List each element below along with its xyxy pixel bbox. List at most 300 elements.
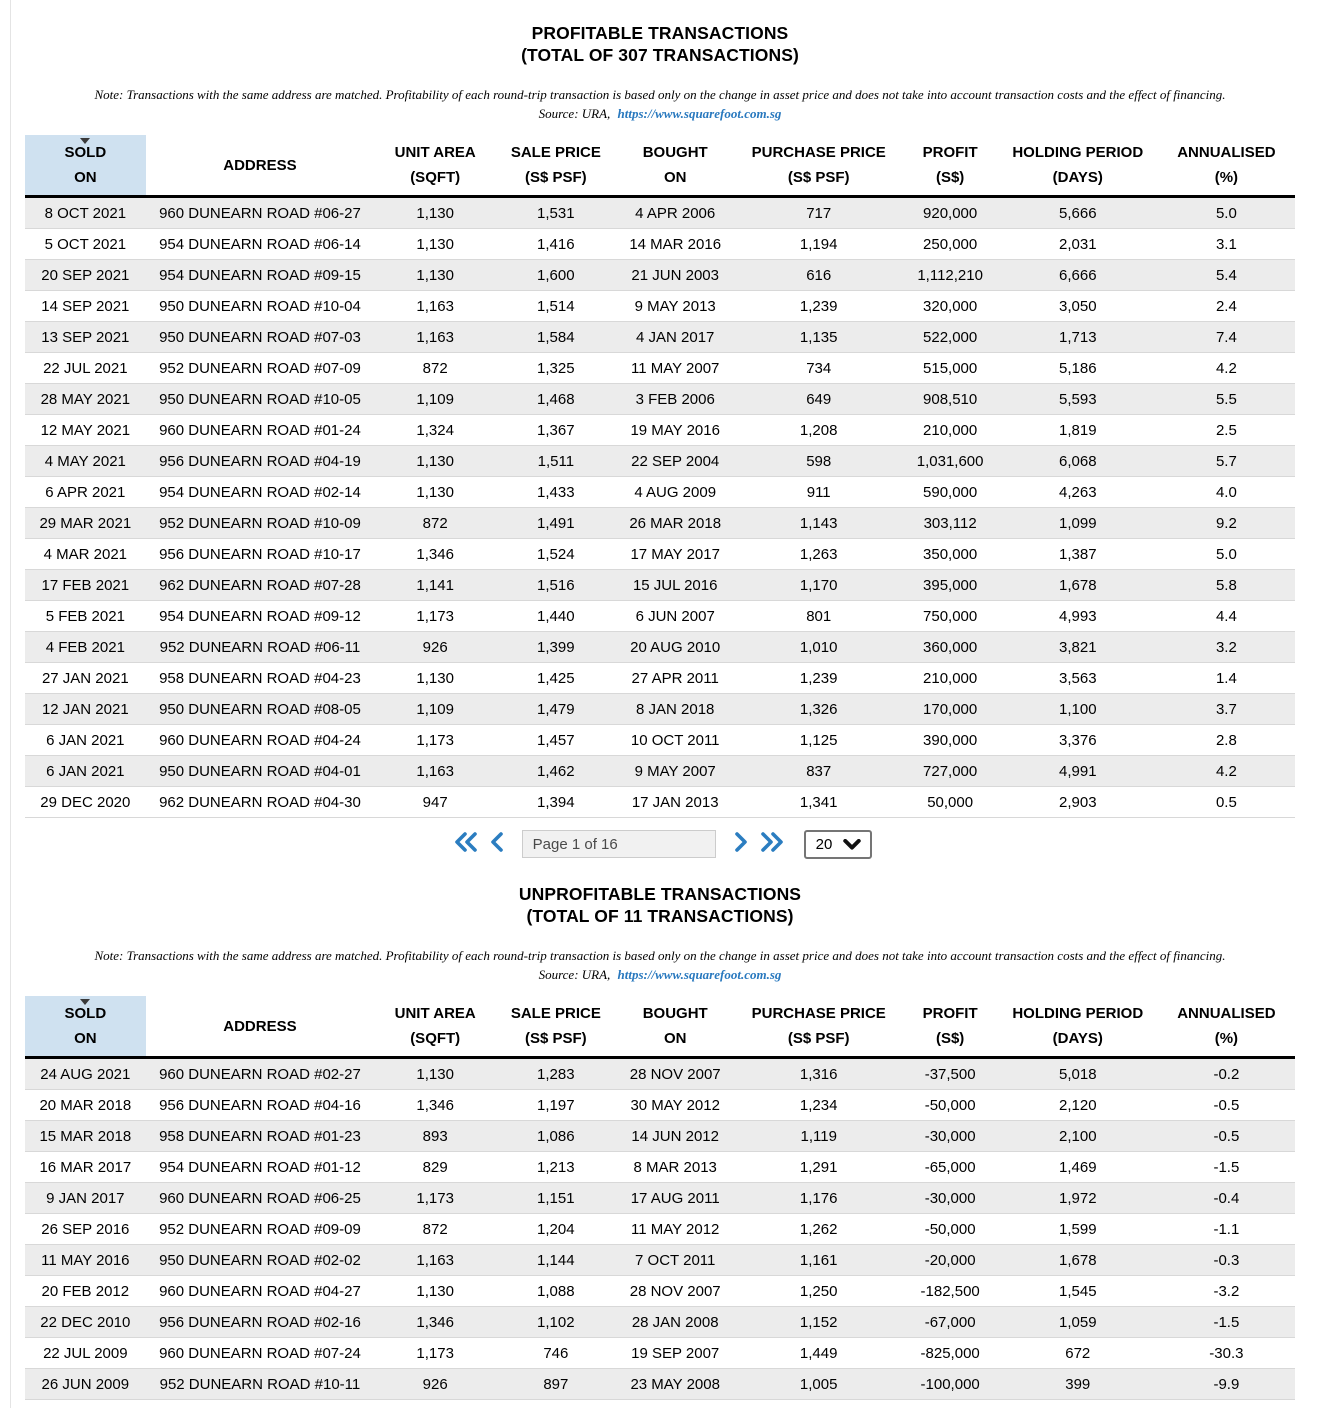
column-header-unit: (%) (1214, 169, 1239, 186)
table-cell: 950 DUNEARN ROAD #10-04 (159, 297, 361, 315)
column-header-unit: (DAYS) (1052, 1030, 1103, 1047)
table-cell: 22 JUL 2009 (43, 1344, 128, 1362)
table-cell: 1,109 (416, 390, 454, 408)
table-row (25, 508, 1295, 539)
table-cell: 1.4 (1215, 669, 1237, 687)
table-cell: 360,000 (923, 638, 978, 656)
table-cell: -0.4 (1213, 1189, 1240, 1207)
table-row (25, 756, 1295, 787)
table-row (25, 260, 1295, 291)
column-header-unit: (S$) (935, 169, 965, 186)
table-header (25, 996, 1295, 1058)
column-header-annualised[interactable] (1158, 135, 1295, 197)
table-cell: 1,479 (537, 700, 575, 718)
table-cell: 1,584 (537, 328, 575, 346)
page-size-value: 20 (815, 835, 833, 853)
table-cell: 734 (806, 359, 832, 377)
table-cell: 6 APR 2021 (45, 483, 126, 501)
column-header-unit: (S$ PSF) (524, 169, 587, 186)
table-cell: 11 MAY 2007 (631, 359, 720, 377)
table-cell: 1,130 (416, 452, 454, 470)
table-row (25, 601, 1295, 632)
table-cell: 16 MAR 2017 (39, 1158, 132, 1176)
table-cell: 27 APR 2011 (631, 669, 719, 687)
table-row (25, 446, 1295, 477)
table-cell: 5,666 (1059, 204, 1097, 222)
unprofitable-source-line (25, 967, 1295, 983)
table-cell: 3,821 (1059, 638, 1097, 656)
table-cell: 4.2 (1215, 359, 1237, 377)
table-cell: 960 DUNEARN ROAD #04-27 (159, 1282, 361, 1300)
column-header-unit: (SQFT) (410, 1030, 461, 1047)
table-cell: 1,394 (537, 793, 575, 811)
table-cell: 8 MAR 2013 (633, 1158, 717, 1176)
table-cell: 20 SEP 2021 (41, 266, 130, 284)
table-cell: 920,000 (923, 204, 978, 222)
table-cell: 1,440 (537, 607, 575, 625)
table-cell: 5 FEB 2021 (45, 607, 125, 625)
table-cell: 4,263 (1059, 483, 1097, 501)
table-cell: 1,239 (799, 297, 838, 315)
table-cell: 960 DUNEARN ROAD #01-24 (159, 421, 361, 439)
table-cell: 9 MAY 2007 (634, 762, 716, 780)
table-cell: 1,291 (799, 1158, 838, 1176)
table-row (25, 725, 1295, 756)
table-cell: 1,713 (1059, 328, 1097, 346)
column-header-label: SALE PRICE (510, 144, 601, 161)
column-header-purchase-price[interactable] (735, 135, 903, 197)
page-size-select[interactable] (804, 830, 873, 859)
table-cell: 958 DUNEARN ROAD #01-23 (159, 1127, 361, 1145)
prev-page-button[interactable] (484, 832, 510, 857)
table-cell: 210,000 (923, 669, 978, 687)
table-cell: 1,599 (1059, 1220, 1097, 1238)
table-cell: 1,130 (416, 235, 454, 253)
table-cell: 872 (422, 359, 448, 377)
table-cell: 1,367 (537, 421, 575, 439)
table-cell: 15 MAR 2018 (39, 1127, 132, 1145)
table-cell: 303,112 (923, 514, 977, 532)
table-cell: 952 DUNEARN ROAD #10-11 (159, 1375, 361, 1393)
column-header-unit: (S$ PSF) (524, 1030, 587, 1047)
table-cell: 5 OCT 2021 (44, 235, 127, 253)
table-cell: 590,000 (923, 483, 978, 501)
column-header-annualised[interactable] (1158, 996, 1295, 1058)
table-cell: 950 DUNEARN ROAD #08-05 (159, 700, 361, 718)
table-cell: 11 MAY 2016 (41, 1251, 130, 1269)
table-cell: 908,510 (923, 390, 978, 408)
table-row (25, 1214, 1295, 1245)
table-cell: 1,600 (537, 266, 575, 284)
table-cell: 522,000 (923, 328, 978, 346)
table-cell: 399 (1065, 1375, 1091, 1393)
table-cell: 3,376 (1059, 731, 1097, 749)
column-header-label: ANNUALISED (1177, 144, 1276, 161)
table-cell: 2,120 (1059, 1096, 1097, 1114)
table-cell: 1,086 (537, 1127, 575, 1145)
table-cell: 954 DUNEARN ROAD #06-14 (159, 235, 361, 253)
table-header-row (25, 996, 1295, 1058)
table-cell: 17 JAN 2013 (631, 793, 719, 811)
table-cell: 1,151 (537, 1189, 575, 1207)
column-header-unit: (S$) (935, 1030, 965, 1047)
table-cell: 1,141 (416, 576, 454, 594)
table-cell: -67,000 (924, 1313, 976, 1331)
table-cell: 1,112,210 (917, 266, 983, 284)
table-cell: 6,068 (1059, 452, 1097, 470)
table-row (25, 787, 1295, 818)
table-cell: 7 OCT 2011 (635, 1251, 716, 1269)
table-cell: 5.8 (1215, 576, 1237, 594)
table-cell: 837 (806, 762, 832, 780)
table-cell: 1,176 (799, 1189, 838, 1207)
table-cell: 1,163 (416, 328, 454, 346)
table-cell: 3,563 (1059, 669, 1097, 687)
first-page-button[interactable] (448, 832, 484, 857)
table-cell: -20,000 (924, 1251, 976, 1269)
table-cell: 1,173 (416, 607, 454, 625)
table-cell: 950 DUNEARN ROAD #07-03 (159, 328, 361, 346)
table-cell: 3,050 (1059, 297, 1097, 315)
unprofitable-section-title (25, 883, 1295, 927)
table-cell: 4.0 (1215, 483, 1237, 501)
table-cell: 20 MAR 2018 (39, 1096, 132, 1114)
table-row (25, 1338, 1295, 1369)
table-cell: 1,208 (799, 421, 838, 439)
table-cell: 28 JAN 2008 (631, 1313, 719, 1331)
table-row (25, 1090, 1295, 1121)
table-cell: 1,109 (416, 700, 454, 718)
table-cell: 1,161 (799, 1251, 838, 1269)
table-cell: 6 JAN 2021 (46, 762, 125, 780)
table-row (25, 1183, 1295, 1214)
column-header-label: SOLD (64, 1005, 107, 1022)
column-header-sale-price[interactable] (496, 135, 615, 197)
table-cell: 1,326 (799, 700, 838, 718)
table-cell: 9 JAN 2017 (46, 1189, 125, 1207)
table-cell: 29 MAR 2021 (39, 514, 132, 532)
table-cell: 4.2 (1215, 762, 1237, 780)
column-header-label: PURCHASE PRICE (751, 144, 886, 161)
table-cell: 4.4 (1215, 607, 1237, 625)
column-header-label: HOLDING PERIOD (1012, 144, 1144, 161)
table-row (25, 632, 1295, 663)
table-cell: 5,593 (1059, 390, 1097, 408)
table-cell: 1,135 (799, 328, 838, 346)
table-cell: -9.9 (1213, 1375, 1240, 1393)
table-cell: 1,341 (799, 793, 838, 811)
source-prefix: Source: URA, (538, 967, 611, 982)
table-cell: 1,099 (1059, 514, 1097, 532)
table-cell: -30,000 (924, 1127, 976, 1145)
table-cell: 15 JUL 2016 (632, 576, 718, 594)
table-cell: 956 DUNEARN ROAD #04-19 (159, 452, 361, 470)
profitable-transactions-table (25, 135, 1295, 818)
table-cell: 960 DUNEARN ROAD #04-24 (159, 731, 361, 749)
table-cell: 14 JUN 2012 (631, 1127, 719, 1145)
table-cell: 5,018 (1059, 1065, 1097, 1083)
column-header-sale-price[interactable] (496, 996, 615, 1058)
table-cell: 1,197 (537, 1096, 575, 1114)
chevron-down-icon (843, 839, 861, 850)
table-row (25, 415, 1295, 446)
table-cell: 872 (422, 514, 448, 532)
table-cell: 2,903 (1059, 793, 1097, 811)
table-cell: 1,545 (1059, 1282, 1097, 1300)
table-cell: 1,283 (537, 1065, 575, 1083)
column-header-holding-period[interactable] (998, 135, 1158, 197)
table-cell: -65,000 (924, 1158, 976, 1176)
table-cell: -1.5 (1213, 1158, 1240, 1176)
table-cell: 1,462 (537, 762, 575, 780)
table-cell: 952 DUNEARN ROAD #06-11 (159, 638, 361, 656)
table-cell: 4,991 (1059, 762, 1097, 780)
table-cell: 1,457 (537, 731, 575, 749)
table-cell: 1,010 (799, 638, 838, 656)
table-cell: 1,119 (800, 1127, 837, 1145)
table-cell: 1,234 (799, 1096, 838, 1114)
table-cell: 1,194 (799, 235, 838, 253)
table-cell: 14 SEP 2021 (41, 297, 130, 315)
table-cell: 1,031,600 (916, 452, 984, 470)
table-cell: 17 AUG 2011 (630, 1189, 720, 1207)
table-cell: 801 (806, 607, 832, 625)
table-cell: 23 MAY 2008 (630, 1375, 720, 1393)
table-cell: 956 DUNEARN ROAD #02-16 (159, 1313, 361, 1331)
table-cell: 17 MAY 2017 (630, 545, 720, 563)
table-cell: 1,516 (537, 576, 575, 594)
column-header-bought[interactable] (616, 135, 735, 197)
table-cell: 1,130 (416, 204, 454, 222)
table-row (25, 1152, 1295, 1183)
table-cell: 1,100 (1059, 700, 1097, 718)
column-header-label: ANNUALISED (1177, 1005, 1276, 1022)
table-row (25, 663, 1295, 694)
table-row (25, 1307, 1295, 1338)
table-cell: 1,130 (416, 483, 454, 501)
column-header-profit[interactable] (903, 135, 998, 197)
table-cell: 20 AUG 2010 (630, 638, 721, 656)
table-cell: 250,000 (923, 235, 978, 253)
table-cell: 2,031 (1059, 235, 1097, 253)
table-cell: 1,263 (799, 545, 838, 563)
table-row (25, 1245, 1295, 1276)
table-cell: 1,449 (799, 1344, 838, 1362)
page-indicator-input[interactable] (522, 830, 716, 858)
table-cell: 1,005 (799, 1375, 838, 1393)
column-header-label: HOLDING PERIOD (1012, 1005, 1144, 1022)
table-cell: 1,324 (416, 421, 454, 439)
table-cell: 5.0 (1215, 545, 1237, 563)
column-header-label: ADDRESS (223, 1017, 297, 1035)
table-cell: 952 DUNEARN ROAD #10-09 (159, 514, 361, 532)
table-cell: 1,524 (537, 545, 575, 563)
table-cell: 3.7 (1215, 700, 1237, 718)
table-cell: 672 (1065, 1344, 1091, 1362)
table-cell: 1,130 (416, 669, 454, 687)
table-cell: 26 SEP 2016 (41, 1220, 130, 1238)
table-cell: 26 MAR 2018 (629, 514, 722, 532)
table-cell: 320,000 (923, 297, 978, 315)
table-cell: 1,239 (799, 669, 838, 687)
table-cell: -30.3 (1209, 1344, 1244, 1362)
table-cell: -50,000 (924, 1096, 976, 1114)
unprofitable-transactions-table (25, 996, 1295, 1400)
table-cell: -30,000 (924, 1189, 976, 1207)
table-cell: 3 FEB 2006 (635, 390, 715, 408)
table-cell: 8 OCT 2021 (44, 204, 127, 222)
column-header-unit-area[interactable] (374, 996, 496, 1058)
table-cell: 1,163 (416, 297, 454, 315)
table-cell: -37,500 (924, 1065, 976, 1083)
column-header-purchase-price[interactable] (735, 996, 903, 1058)
column-header-sold[interactable] (25, 135, 146, 197)
table-cell: 17 FEB 2021 (41, 576, 130, 594)
table-cell: 1,088 (537, 1282, 575, 1300)
table-cell: 5,186 (1059, 359, 1097, 377)
table-cell: 954 DUNEARN ROAD #02-14 (159, 483, 361, 501)
table-cell: 350,000 (923, 545, 978, 563)
table-cell: 926 (422, 638, 448, 656)
table-cell: 1,531 (537, 204, 575, 222)
table-cell: 950 DUNEARN ROAD #04-01 (159, 762, 361, 780)
unprofitable-title-line2: (TOTAL OF 11 TRANSACTIONS) (526, 906, 794, 926)
table-cell: 26 JUN 2009 (41, 1375, 130, 1393)
table-cell: 1,425 (537, 669, 575, 687)
column-header-unit: (%) (1214, 1030, 1239, 1047)
table-cell: 5.5 (1215, 390, 1237, 408)
column-header-label: PROFIT (922, 1005, 978, 1022)
column-header-unit: ON (663, 169, 687, 186)
table-cell: 1,346 (416, 1096, 454, 1114)
table-cell: -825,000 (920, 1344, 980, 1362)
table-cell: 746 (543, 1344, 569, 1362)
table-row (25, 570, 1295, 601)
table-cell: 28 NOV 2007 (629, 1282, 721, 1300)
table-cell: -182,500 (920, 1282, 980, 1300)
column-header-label: SOLD (64, 144, 107, 161)
table-cell: 958 DUNEARN ROAD #04-23 (159, 669, 361, 687)
table-cell: 11 MAY 2012 (631, 1220, 720, 1238)
table-cell: 1,143 (799, 514, 838, 532)
table-cell: 4 MAY 2021 (44, 452, 126, 470)
table-cell: -50,000 (924, 1220, 976, 1238)
table-row (25, 197, 1295, 229)
column-header-address[interactable] (146, 996, 375, 1058)
table-body (25, 197, 1295, 818)
table-cell: 28 MAY 2021 (40, 390, 131, 408)
table-cell: 1,262 (799, 1220, 838, 1238)
next-page-button[interactable] (728, 832, 754, 857)
table-cell: 5.7 (1215, 452, 1237, 470)
table-header-row (25, 135, 1295, 197)
table-cell: 14 MAR 2016 (629, 235, 722, 253)
table-cell: 962 DUNEARN ROAD #07-28 (159, 576, 361, 594)
column-header-unit: ON (663, 1030, 687, 1047)
table-cell: 4,993 (1059, 607, 1097, 625)
table-cell: 1,059 (1059, 1313, 1097, 1331)
table-cell: 1,163 (416, 762, 454, 780)
column-header-unit: (S$ PSF) (787, 1030, 850, 1047)
column-header-unit: ON (74, 1030, 97, 1047)
table-cell: 6,666 (1059, 266, 1097, 284)
table-cell: 1,130 (416, 266, 454, 284)
table-row (25, 694, 1295, 725)
table-cell: 1,130 (416, 1065, 454, 1083)
profitable-transactions-section (25, 22, 1295, 818)
table-cell: 1,514 (537, 297, 575, 315)
table-cell: 1,433 (537, 483, 575, 501)
table-cell: 954 DUNEARN ROAD #01-12 (159, 1158, 361, 1176)
table-cell: 30 MAY 2012 (630, 1096, 720, 1114)
table-cell: 24 AUG 2021 (40, 1065, 131, 1083)
table-cell: 1,416 (537, 235, 575, 253)
table-cell: 2.5 (1215, 421, 1237, 439)
column-header-sold[interactable] (25, 996, 146, 1058)
table-cell: -100,000 (920, 1375, 980, 1393)
sort-descending-icon (80, 138, 90, 144)
table-cell: 1,819 (1059, 421, 1097, 439)
table-cell: 4 AUG 2009 (634, 483, 717, 501)
table-cell: 897 (543, 1375, 569, 1393)
table-cell: 1,972 (1059, 1189, 1097, 1207)
table-cell: 1,204 (537, 1220, 575, 1238)
table-body (25, 1058, 1295, 1400)
column-header-label: UNIT AREA (394, 144, 476, 161)
table-cell: 2.4 (1215, 297, 1237, 315)
table-header (25, 135, 1295, 197)
table-cell: 911 (806, 483, 831, 501)
table-cell: 3.1 (1215, 235, 1237, 253)
table-cell: 649 (806, 390, 832, 408)
last-page-button[interactable] (754, 832, 790, 857)
pagination (25, 826, 1295, 862)
squarefoot-link[interactable]: https://www.squarefoot.com.sg (617, 967, 782, 982)
table-cell: 1,102 (537, 1313, 575, 1331)
column-header-label: PURCHASE PRICE (751, 1005, 886, 1022)
table-cell: 210,000 (923, 421, 978, 439)
table-cell: 956 DUNEARN ROAD #10-17 (159, 545, 361, 563)
table-cell: 1,469 (1059, 1158, 1097, 1176)
table-cell: 29 DEC 2020 (40, 793, 131, 811)
unprofitable-transactions-section (25, 883, 1295, 1400)
table-cell: 960 DUNEARN ROAD #07-24 (159, 1344, 361, 1362)
table-row (25, 1058, 1295, 1090)
table-cell: 1,511 (537, 452, 575, 470)
table-cell: 1,173 (416, 731, 454, 749)
table-cell: 12 MAY 2021 (40, 421, 131, 439)
column-header-bought[interactable] (616, 996, 735, 1058)
table-cell: 1,163 (416, 1251, 454, 1269)
table-cell: 926 (422, 1375, 448, 1393)
table-cell: 872 (422, 1220, 448, 1238)
table-cell: 1,152 (799, 1313, 838, 1331)
table-cell: 8 JAN 2018 (636, 700, 715, 718)
table-cell: 954 DUNEARN ROAD #09-15 (159, 266, 361, 284)
column-header-unit-area[interactable] (374, 135, 496, 197)
column-header-holding-period[interactable] (998, 996, 1158, 1058)
table-cell: 5.4 (1215, 266, 1237, 284)
table-row (25, 1121, 1295, 1152)
profitable-title-line2: (TOTAL OF 307 TRANSACTIONS) (521, 45, 799, 65)
column-header-profit[interactable] (903, 996, 998, 1058)
table-cell: 170,000 (923, 700, 978, 718)
column-header-label: UNIT AREA (394, 1005, 476, 1022)
column-header-address[interactable] (146, 135, 375, 197)
table-cell: 952 DUNEARN ROAD #07-09 (159, 359, 361, 377)
table-cell: -3.2 (1213, 1282, 1240, 1300)
squarefoot-link[interactable]: https://www.squarefoot.com.sg (617, 106, 782, 121)
